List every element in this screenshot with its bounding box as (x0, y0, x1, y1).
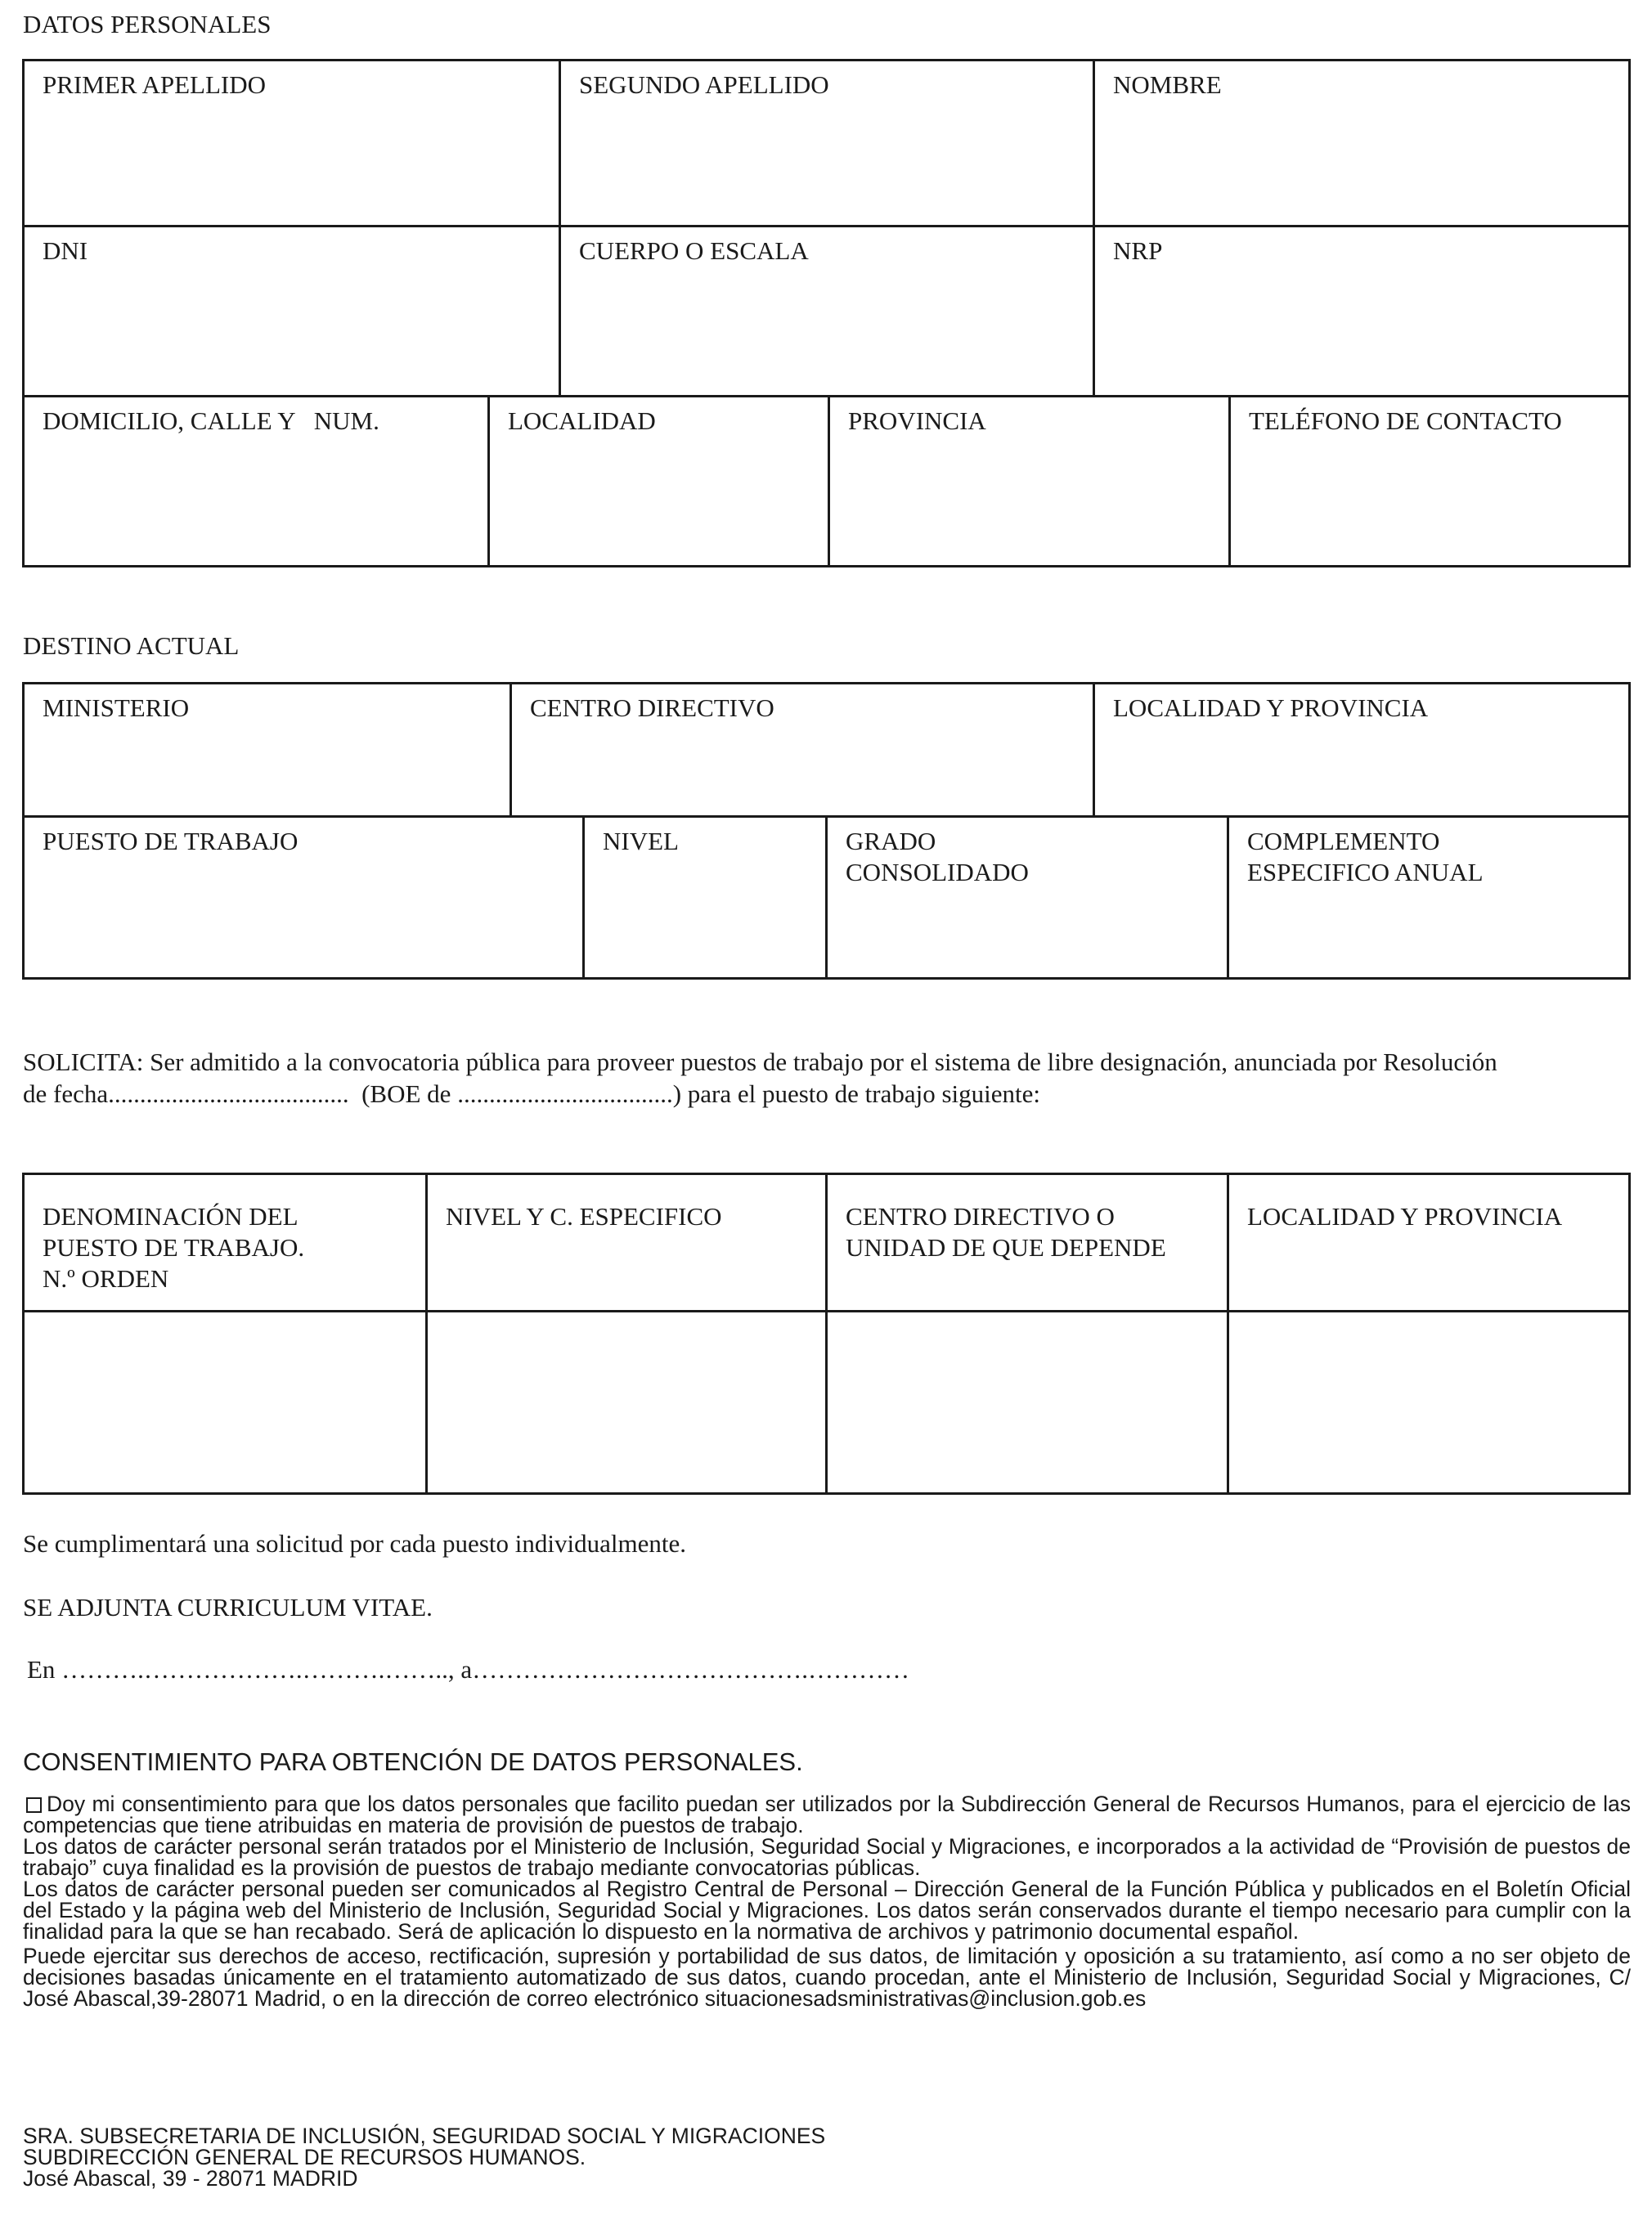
field-grado-consolidado[interactable]: GRADO CONSOLIDADO (846, 827, 1029, 886)
consent-paragraph-1: Los datos de carácter personal serán tratados por el Ministerio de Inclusión, Seguridad Social y Migraciones, e incorporados a la actividad de “Provisión de puestos de trabajo” cuya finalidad es la provisión de puestos de trabajo mediante convocatorias públicas. (23, 1834, 1631, 1880)
field-centro-directivo[interactable]: CENTRO DIRECTIVO (530, 693, 774, 722)
datos-personales-table (22, 59, 1631, 567)
consent-block (23, 1793, 1631, 2009)
field-puesto-trabajo[interactable]: PUESTO DE TRABAJO (43, 827, 299, 855)
solicita-paragraph (23, 1046, 1631, 1110)
field-complemento-especifico[interactable]: COMPLEMENTO ESPECIFICO ANUAL (1247, 827, 1484, 886)
consent-checkbox-row (23, 1793, 1631, 1836)
header-denominacion-puesto: DENOMINACIÓN DEL PUESTO DE TRABAJO. N.º ORDEN (43, 1202, 305, 1293)
input-nivel-c-especifico[interactable] (428, 1312, 825, 1492)
field-ministerio[interactable]: MINISTERIO (43, 693, 190, 722)
place-date-line[interactable]: En ……….……………….……….…….., a………………………………….………… (27, 1655, 909, 1684)
field-localidad-provincia[interactable]: LOCALIDAD Y PROVINCIA (1113, 693, 1429, 722)
solicita-line-2: de fecha...................................... (BOE de ..................................) para el puesto de trabajo siguiente: (23, 1079, 1041, 1108)
consent-checkbox[interactable] (26, 1797, 42, 1813)
input-centro-directivo-unidad[interactable] (828, 1312, 1227, 1492)
input-localidad-provincia[interactable] (1229, 1312, 1630, 1492)
field-domicilio[interactable]: DOMICILIO, CALLE Y NUM. (43, 406, 379, 435)
header-localidad-provincia: LOCALIDAD Y PROVINCIA (1247, 1202, 1563, 1231)
address-line-2: SUBDIRECCIÓN GENERAL DE RECURSOS HUMANOS. (23, 2145, 586, 2169)
consent-paragraph-3: Puede ejercitar sus derechos de acceso, rectificación, supresión y portabilidad de sus datos, de limitación y oposición a su tratamiento, así como a no ser objeto de decisiones basadas únicamente en el tratamiento automatizado de sus datos, cuando procedan, ante el Ministerio de Inclusión, Seguridad Social y Migraciones, C/ José Abascal,39-28071 Madrid, o en la dirección de correo electrónico situacionesadsministrativas@inclusion.gob.es (23, 1944, 1631, 2011)
field-primer-apellido[interactable]: PRIMER APELLIDO (43, 70, 266, 99)
note-curriculum-vitae: SE ADJUNTA CURRICULUM VITAE. (23, 1593, 433, 1622)
consent-paragraph-2: Los datos de carácter personal pueden ser comunicados al Registro Central de Personal – Dirección General de la Función Pública y publicados en el Boletín Oficial del Estado y la página web del Ministerio de Inclusión, Seguridad Social y Migraciones. Los datos serán conservados durante el tiempo necesario para cumplir con la finalidad para la que se han recabado. Será de aplicación lo dispuesto en la normativa de archivos y patrimonio documental español. (23, 1877, 1631, 1944)
field-localidad[interactable]: LOCALIDAD (508, 406, 656, 435)
section-title-destino-actual: DESTINO ACTUAL (23, 631, 240, 660)
consent-checkbox-label: Doy mi consentimiento para que los datos personales que facilito puedan ser utilizados por la Subdirección General de Recursos Humanos, para el ejercicio de las competencias que tiene atribuidas en materia de provisión de puestos de trabajo. (23, 1792, 1631, 1837)
address-line-1: SRA. SUBSECRETARIA DE INCLUSIÓN, SEGURIDAD SOCIAL Y MIGRACIONES (23, 2124, 826, 2148)
field-segundo-apellido[interactable]: SEGUNDO APELLIDO (579, 70, 829, 99)
field-nivel[interactable]: NIVEL (603, 827, 679, 855)
note-solicitud-individual: Se cumplimentará una solicitud por cada puesto individualmente. (23, 1529, 686, 1558)
consent-title: CONSENTIMIENTO PARA OBTENCIÓN DE DATOS PERSONALES. (23, 1747, 803, 1776)
field-nombre[interactable]: NOMBRE (1113, 70, 1222, 99)
input-denominacion-puesto[interactable] (25, 1312, 425, 1492)
field-cuerpo-escala[interactable]: CUERPO O ESCALA (579, 236, 809, 265)
field-nrp[interactable]: NRP (1113, 236, 1163, 265)
field-provincia[interactable]: PROVINCIA (848, 406, 986, 435)
puesto-solicitado-table (22, 1173, 1631, 1495)
header-centro-directivo-unidad: CENTRO DIRECTIVO O UNIDAD DE QUE DEPENDE (846, 1202, 1166, 1262)
address-block (23, 2125, 825, 2189)
section-title-datos-personales: DATOS PERSONALES (23, 10, 272, 38)
solicita-line-1: SOLICITA: Ser admitido a la convocatoria pública para proveer puestos de trabajo por el sistema de libre designación, anunciada por Resolución (23, 1047, 1497, 1076)
field-telefono-contacto[interactable]: TELÉFONO DE CONTACTO (1249, 406, 1562, 435)
header-nivel-c-especifico: NIVEL Y C. ESPECIFICO (446, 1202, 722, 1231)
destino-actual-table (22, 682, 1631, 980)
field-dni[interactable]: DNI (43, 236, 88, 265)
address-line-3: José Abascal, 39 - 28071 MADRID (23, 2166, 358, 2191)
